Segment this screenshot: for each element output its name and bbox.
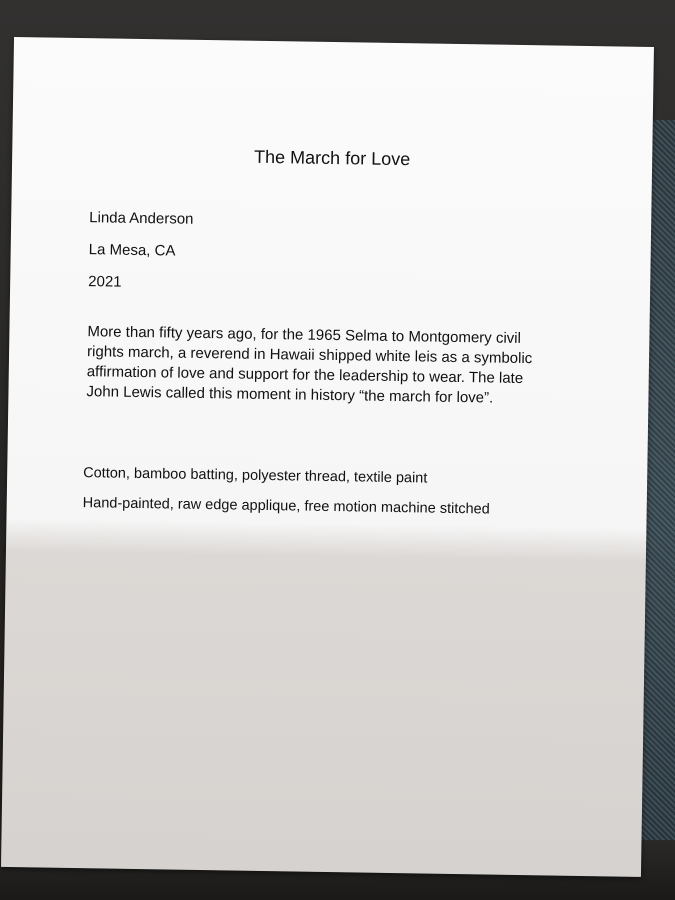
technique-line: Hand-painted, raw edge applique, free motion machine stitched (82, 495, 490, 518)
artwork-details (82, 458, 563, 526)
artwork-label-sheet (1, 37, 654, 877)
materials-line: Cotton, bamboo batting, polyester thread, textile paint (83, 465, 428, 487)
artist-location: La Mesa, CA (88, 241, 176, 260)
artwork-year: 2021 (88, 273, 122, 291)
artwork-description: More than fifty years ago, for the 1965 Selma to Montgomery civil rights march, a reverend in Hawaii shipped white leis as a symbolic affirmation of love and support for the leadership to wear. The late John Lewis called this moment in history “the march for love”. (86, 323, 533, 407)
artist-info (88, 202, 194, 300)
artist-name: Linda Anderson (89, 209, 194, 228)
artwork-title: The March for Love (253, 146, 411, 170)
